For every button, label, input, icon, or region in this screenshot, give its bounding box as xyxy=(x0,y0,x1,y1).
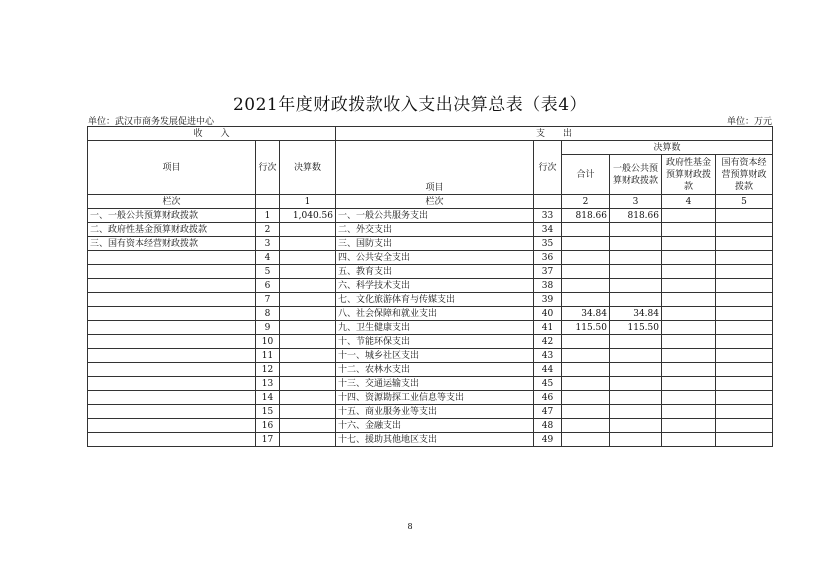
general-budget-amount xyxy=(610,293,662,307)
total-amount xyxy=(562,349,610,363)
income-item xyxy=(88,419,256,433)
income-amount xyxy=(280,335,336,349)
income-amount xyxy=(280,377,336,391)
summary-table xyxy=(87,126,773,447)
total-amount xyxy=(562,265,610,279)
expense-line: 41 xyxy=(534,321,562,335)
gov-fund-amount xyxy=(662,209,716,223)
income-line: 1 xyxy=(256,209,280,223)
income-amount xyxy=(280,293,336,307)
expense-line: 45 xyxy=(534,377,562,391)
income-amount: 1,040.56 xyxy=(280,209,336,223)
income-item xyxy=(88,265,256,279)
total-amount xyxy=(562,363,610,377)
income-amount xyxy=(280,419,336,433)
table-row xyxy=(88,405,773,419)
income-line: 12 xyxy=(256,363,280,377)
page-title: 2021年度财政拨款收入支出决算总表（表4） xyxy=(232,95,588,115)
income-item xyxy=(88,405,256,419)
income-item-header: 项目 xyxy=(88,141,256,195)
gov-fund-amount xyxy=(662,335,716,349)
table-row xyxy=(88,321,773,335)
state-capital-amount xyxy=(716,419,773,433)
col-label-left: 栏次 xyxy=(88,195,256,209)
expense-line: 47 xyxy=(534,405,562,419)
income-amount xyxy=(280,223,336,237)
page-number: 8 xyxy=(407,522,413,531)
income-line: 5 xyxy=(256,265,280,279)
income-line: 15 xyxy=(256,405,280,419)
total-amount: 34.84 xyxy=(562,307,610,321)
general-budget-amount xyxy=(610,433,662,447)
general-budget-header: 一般公共预算财政拨款 xyxy=(610,155,662,195)
total-amount xyxy=(562,223,610,237)
expense-item: 一、一般公共服务支出 xyxy=(336,209,534,223)
general-budget-amount xyxy=(610,363,662,377)
state-capital-amount xyxy=(716,405,773,419)
gov-fund-amount xyxy=(662,321,716,335)
general-budget-amount xyxy=(610,265,662,279)
table-row xyxy=(88,363,773,377)
expense-line: 36 xyxy=(534,251,562,265)
income-item xyxy=(88,307,256,321)
expense-item: 十一、城乡社区支出 xyxy=(336,349,534,363)
col-label-right: 栏次 xyxy=(336,195,534,209)
total-amount xyxy=(562,391,610,405)
total-amount: 818.66 xyxy=(562,209,610,223)
income-item xyxy=(88,279,256,293)
expense-item: 十四、资源勘探工业信息等支出 xyxy=(336,391,534,405)
col-number-5: 5 xyxy=(716,195,773,209)
income-amount xyxy=(280,265,336,279)
table-row xyxy=(88,419,773,433)
gov-fund-amount xyxy=(662,279,716,293)
expense-item-header: 项目 xyxy=(336,141,534,195)
general-budget-amount xyxy=(610,377,662,391)
total-amount xyxy=(562,377,610,391)
expense-item: 十五、商业服务业等支出 xyxy=(336,405,534,419)
state-capital-amount xyxy=(716,307,773,321)
gov-fund-amount xyxy=(662,307,716,321)
expense-line: 42 xyxy=(534,335,562,349)
state-capital-amount xyxy=(716,251,773,265)
state-capital-amount xyxy=(716,433,773,447)
income-item: 一、一般公共预算财政拨款 xyxy=(88,209,256,223)
state-capital-amount xyxy=(716,349,773,363)
general-budget-amount: 115.50 xyxy=(610,321,662,335)
expense-item: 十六、金融支出 xyxy=(336,419,534,433)
col-number-2: 2 xyxy=(562,195,610,209)
expense-item: 七、文化旅游体育与传媒支出 xyxy=(336,293,534,307)
income-amount xyxy=(280,321,336,335)
table-row xyxy=(88,433,773,447)
total-amount xyxy=(562,405,610,419)
total-amount xyxy=(562,335,610,349)
income-item xyxy=(88,391,256,405)
income-line: 10 xyxy=(256,335,280,349)
col-number-1: 1 xyxy=(280,195,336,209)
state-capital-amount xyxy=(716,223,773,237)
state-capital-amount xyxy=(716,391,773,405)
header-row-2 xyxy=(88,141,773,155)
general-budget-amount xyxy=(610,419,662,433)
general-budget-amount xyxy=(610,279,662,293)
table-row xyxy=(88,223,773,237)
income-item xyxy=(88,363,256,377)
total-header: 合计 xyxy=(562,155,610,195)
gov-fund-amount xyxy=(662,363,716,377)
state-capital-amount xyxy=(716,237,773,251)
table-row xyxy=(88,265,773,279)
income-line: 8 xyxy=(256,307,280,321)
total-amount xyxy=(562,433,610,447)
expense-line: 48 xyxy=(534,419,562,433)
gov-fund-amount xyxy=(662,251,716,265)
expense-line: 44 xyxy=(534,363,562,377)
income-line: 7 xyxy=(256,293,280,307)
income-line: 9 xyxy=(256,321,280,335)
income-line-header: 行次 xyxy=(256,141,280,195)
income-item xyxy=(88,349,256,363)
general-budget-amount xyxy=(610,251,662,265)
expense-item: 八、社会保障和就业支出 xyxy=(336,307,534,321)
general-budget-amount: 818.66 xyxy=(610,209,662,223)
income-line: 14 xyxy=(256,391,280,405)
table-row xyxy=(88,209,773,223)
income-item: 三、国有资本经营财政拨款 xyxy=(88,237,256,251)
expense-line: 37 xyxy=(534,265,562,279)
state-capital-amount xyxy=(716,279,773,293)
income-line: 3 xyxy=(256,237,280,251)
income-amount xyxy=(280,307,336,321)
income-item xyxy=(88,293,256,307)
income-amount xyxy=(280,279,336,293)
income-line: 17 xyxy=(256,433,280,447)
table-row xyxy=(88,279,773,293)
income-item xyxy=(88,433,256,447)
income-item xyxy=(88,321,256,335)
income-line: 4 xyxy=(256,251,280,265)
total-amount xyxy=(562,279,610,293)
expense-line: 46 xyxy=(534,391,562,405)
expense-line: 43 xyxy=(534,349,562,363)
state-capital-amount xyxy=(716,363,773,377)
gov-fund-amount xyxy=(662,293,716,307)
general-budget-amount xyxy=(610,405,662,419)
expense-amount-header: 决算数 xyxy=(562,141,773,155)
table-row xyxy=(88,391,773,405)
table-row xyxy=(88,377,773,391)
gov-fund-amount xyxy=(662,377,716,391)
unit-organization: 单位：武汉市商务发展促进中心 xyxy=(88,117,215,127)
expense-item: 五、教育支出 xyxy=(336,265,534,279)
income-amount xyxy=(280,405,336,419)
expense-line: 33 xyxy=(534,209,562,223)
income-header: 收 入 xyxy=(88,127,336,141)
state-capital-amount xyxy=(716,209,773,223)
expense-line: 34 xyxy=(534,223,562,237)
expense-line: 39 xyxy=(534,293,562,307)
state-capital-amount xyxy=(716,377,773,391)
header-row-1 xyxy=(88,127,773,141)
gov-fund-amount xyxy=(662,265,716,279)
expense-item: 十、节能环保支出 xyxy=(336,335,534,349)
gov-fund-amount xyxy=(662,405,716,419)
gov-fund-amount xyxy=(662,223,716,237)
unit-currency: 单位：万元 xyxy=(726,117,772,127)
table-row xyxy=(88,307,773,321)
state-capital-amount xyxy=(716,293,773,307)
income-amount xyxy=(280,391,336,405)
col-number-3: 3 xyxy=(610,195,662,209)
state-capital-amount xyxy=(716,265,773,279)
total-amount xyxy=(562,251,610,265)
total-amount: 115.50 xyxy=(562,321,610,335)
general-budget-amount xyxy=(610,349,662,363)
income-item xyxy=(88,335,256,349)
general-budget-amount xyxy=(610,391,662,405)
income-amount-header: 决算数 xyxy=(280,141,336,195)
expense-item: 四、公共安全支出 xyxy=(336,251,534,265)
income-amount xyxy=(280,433,336,447)
table-row xyxy=(88,349,773,363)
expense-line-header: 行次 xyxy=(534,141,562,195)
income-amount xyxy=(280,251,336,265)
general-budget-amount xyxy=(610,223,662,237)
gov-fund-amount xyxy=(662,433,716,447)
general-budget-amount xyxy=(610,335,662,349)
income-item xyxy=(88,377,256,391)
income-line: 11 xyxy=(256,349,280,363)
expense-item: 十七、援助其他地区支出 xyxy=(336,433,534,447)
income-item xyxy=(88,251,256,265)
income-item: 二、政府性基金预算财政拨款 xyxy=(88,223,256,237)
gov-fund-header: 政府性基金预算财政拨款 xyxy=(662,155,716,195)
income-line: 6 xyxy=(256,279,280,293)
general-budget-amount: 34.84 xyxy=(610,307,662,321)
expense-item: 十二、农林水支出 xyxy=(336,363,534,377)
income-amount xyxy=(280,349,336,363)
expense-item: 九、卫生健康支出 xyxy=(336,321,534,335)
total-amount xyxy=(562,293,610,307)
expense-item: 六、科学技术支出 xyxy=(336,279,534,293)
income-amount xyxy=(280,237,336,251)
general-budget-amount xyxy=(610,237,662,251)
state-capital-amount xyxy=(716,321,773,335)
income-line: 13 xyxy=(256,377,280,391)
expense-item: 二、外交支出 xyxy=(336,223,534,237)
table-row xyxy=(88,293,773,307)
gov-fund-amount xyxy=(662,349,716,363)
gov-fund-amount xyxy=(662,391,716,405)
income-line: 2 xyxy=(256,223,280,237)
state-capital-amount xyxy=(716,335,773,349)
table-row xyxy=(88,237,773,251)
expense-line: 35 xyxy=(534,237,562,251)
gov-fund-amount xyxy=(662,419,716,433)
gov-fund-amount xyxy=(662,237,716,251)
total-amount xyxy=(562,419,610,433)
expense-line: 38 xyxy=(534,279,562,293)
col-number-4: 4 xyxy=(662,195,716,209)
expense-line: 49 xyxy=(534,433,562,447)
total-amount xyxy=(562,237,610,251)
column-number-row xyxy=(88,195,773,209)
expense-header: 支 出 xyxy=(336,127,773,141)
table-row xyxy=(88,251,773,265)
expense-item: 十三、交通运输支出 xyxy=(336,377,534,391)
income-amount xyxy=(280,363,336,377)
expense-item: 三、国防支出 xyxy=(336,237,534,251)
state-capital-header: 国有资本经营预算财政拨款 xyxy=(716,155,773,195)
table-row xyxy=(88,335,773,349)
expense-line: 40 xyxy=(534,307,562,321)
income-line: 16 xyxy=(256,419,280,433)
